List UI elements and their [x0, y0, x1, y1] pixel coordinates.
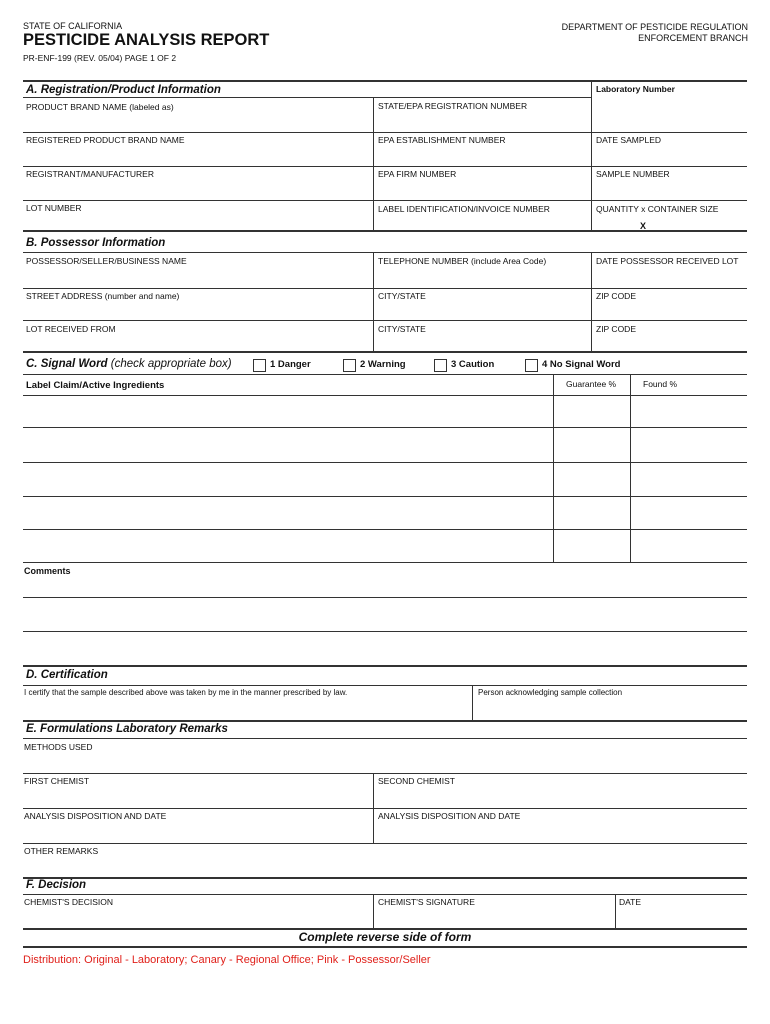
divider-lab-col	[591, 81, 592, 230]
analysis-disposition-label-2: ANALYSIS DISPOSITION AND DATE	[378, 811, 521, 821]
divider-c-bottom	[23, 665, 747, 667]
ingredient-line-6	[23, 562, 747, 563]
second-chemist-label: SECOND CHEMIST	[378, 776, 455, 786]
divider-e-top	[23, 738, 747, 739]
product-brand-name-field[interactable]	[26, 112, 370, 130]
analysis-disposition-field-2[interactable]	[378, 822, 746, 841]
lot-number-field[interactable]	[26, 214, 370, 230]
first-chemist-label: FIRST CHEMIST	[24, 776, 90, 786]
epa-establishment-label: EPA ESTABLISHMENT NUMBER	[378, 135, 506, 145]
methods-used-label: METHODS USED	[24, 742, 93, 752]
city-state-label-2: CITY/STATE	[378, 324, 426, 334]
divider-a-row3	[23, 200, 747, 201]
divider-b-bottom	[23, 351, 747, 353]
epa-firm-label: EPA FIRM NUMBER	[378, 169, 457, 179]
chemists-signature-label: CHEMIST'S SIGNATURE	[378, 897, 475, 907]
date-sampled-field[interactable]	[596, 146, 746, 164]
divider-d-top	[23, 685, 747, 686]
label-identification-field[interactable]	[378, 214, 588, 230]
divider-a-bottom	[23, 230, 747, 232]
methods-used-field[interactable]	[24, 753, 746, 772]
section-a-title: A. Registration/Product Information	[26, 84, 221, 96]
comments-line-1	[23, 597, 747, 598]
divider-f-top	[23, 894, 747, 895]
divider-b-mid	[373, 252, 374, 351]
signal-word-danger-label: 1 Danger	[270, 359, 311, 370]
quantity-x-mark: X	[640, 221, 647, 231]
registrant-label: REGISTRANT/MANUFACTURER	[26, 169, 154, 179]
quantity-container-label: QUANTITY x CONTAINER SIZE	[596, 204, 719, 214]
ingredient-line-3	[23, 462, 747, 463]
possessor-field[interactable]	[26, 267, 370, 286]
signal-word-caution-checkbox[interactable]	[434, 359, 447, 372]
ingredient-field[interactable]	[26, 499, 550, 527]
department-name: DEPARTMENT OF PESTICIDE REGULATION	[561, 22, 748, 32]
analysis-disposition-field-1[interactable]	[24, 822, 370, 841]
other-remarks-label: OTHER REMARKS	[24, 846, 99, 856]
zip-code-field-1[interactable]	[596, 302, 746, 318]
state-epa-registration-label: STATE/EPA REGISTRATION NUMBER	[378, 101, 528, 111]
chemists-signature-field[interactable]	[378, 908, 612, 926]
lot-received-from-label: LOT RECEIVED FROM	[26, 324, 116, 334]
registrant-field[interactable]	[26, 180, 370, 198]
decision-date-field[interactable]	[619, 908, 746, 926]
zip-code-label-2: ZIP CODE	[596, 324, 636, 334]
complete-reverse-notice: Complete reverse side of form	[298, 930, 472, 944]
ingredient-line-1	[23, 395, 747, 396]
chemists-decision-field[interactable]	[24, 908, 370, 926]
sample-number-label: SAMPLE NUMBER	[596, 169, 670, 179]
branch-name: ENFORCEMENT BRANCH	[638, 33, 748, 43]
divider-d-mid	[472, 685, 473, 720]
possessor-label: POSSESSOR/SELLER/BUSINESS NAME	[26, 256, 187, 266]
section-e-title: E. Formulations Laboratory Remarks	[26, 723, 228, 735]
guarantee-header: Guarantee %	[566, 379, 617, 389]
ingredient-line-4	[23, 496, 747, 497]
divider-a-row2	[23, 166, 747, 167]
street-address-label: STREET ADDRESS (number and name)	[26, 291, 180, 301]
comments-line-2	[23, 631, 747, 632]
ingredient-field[interactable]	[26, 532, 550, 560]
epa-firm-field[interactable]	[378, 180, 588, 198]
page-title: PESTICIDE ANALYSIS REPORT	[23, 31, 270, 49]
divider-a-mid	[373, 97, 374, 230]
first-chemist-field[interactable]	[24, 787, 370, 806]
other-remarks-field[interactable]	[24, 857, 746, 875]
ingredient-line-2	[23, 427, 747, 428]
certification-statement: I certify that the sample described above was taken by me in the manner prescribed by law.	[24, 688, 348, 697]
sample-number-field[interactable]	[596, 180, 746, 198]
acknowledging-person-label: Person acknowledging sample collection	[478, 688, 623, 697]
divider-f-right	[615, 894, 616, 928]
epa-establishment-field[interactable]	[378, 146, 588, 164]
divider-c-top	[23, 374, 747, 375]
date-sampled-label: DATE SAMPLED	[596, 135, 662, 145]
section-b-title: B. Possessor Information	[26, 237, 166, 249]
laboratory-number-label: Laboratory Number	[596, 84, 675, 94]
divider-e-row1	[23, 773, 747, 774]
collector-signature-field[interactable]	[24, 699, 469, 718]
divider-e-bottom	[23, 877, 747, 879]
divider-b-row2	[23, 320, 747, 321]
signal-word-warning-label: 2 Warning	[360, 359, 406, 370]
ingredient-line-5	[23, 529, 747, 530]
date-received-field[interactable]	[596, 267, 746, 286]
state-epa-registration-field[interactable]	[378, 112, 588, 130]
acknowledging-person-field[interactable]	[478, 699, 746, 718]
city-state-field-2[interactable]	[378, 335, 588, 350]
divider-f-mid	[373, 894, 374, 928]
street-address-field[interactable]	[26, 302, 370, 318]
section-d-title: D. Certification	[26, 669, 108, 681]
lot-received-from-field[interactable]	[26, 335, 370, 350]
chemists-decision-label: CHEMIST'S DECISION	[24, 897, 113, 907]
analysis-disposition-label-1: ANALYSIS DISPOSITION AND DATE	[24, 811, 167, 821]
telephone-label: TELEPHONE NUMBER (include Area Code)	[378, 256, 547, 266]
section-f-title: F. Decision	[26, 879, 87, 891]
signal-word-none-label: 4 No Signal Word	[542, 359, 621, 370]
comments-label: Comments	[24, 566, 71, 576]
comments-field[interactable]	[24, 578, 746, 663]
distribution-note: Distribution: Original - Laboratory; Canary - Regional Office; Pink - Possessor/Seller	[23, 954, 431, 966]
signal-word-danger-checkbox[interactable]	[253, 359, 266, 372]
label-identification-label: LABEL IDENTIFICATION/INVOICE NUMBER	[378, 204, 550, 214]
date-received-label: DATE POSSESSOR RECEIVED LOT	[596, 256, 739, 266]
registered-brand-field[interactable]	[26, 146, 370, 164]
divider-b-right	[591, 252, 592, 351]
ingredient-field[interactable]	[26, 465, 550, 494]
form-id: PR-ENF-199 (REV. 05/04) PAGE 1 OF 2	[23, 53, 177, 63]
divider-found-col	[630, 374, 631, 562]
state-name: STATE OF CALIFORNIA	[23, 21, 123, 31]
ingredient-field[interactable]	[26, 430, 550, 460]
header-divider	[23, 80, 747, 82]
zip-code-label-1: ZIP CODE	[596, 291, 636, 301]
second-chemist-field[interactable]	[378, 787, 746, 806]
divider-e-row3	[23, 843, 747, 844]
ingredient-field[interactable]	[26, 398, 550, 425]
laboratory-number-field[interactable]	[596, 96, 746, 132]
found-header: Found %	[643, 379, 678, 389]
divider-a-row1	[23, 132, 747, 133]
divider-e-row2	[23, 808, 747, 809]
container-size-field[interactable]	[652, 216, 746, 230]
product-brand-name-label: PRODUCT BRAND NAME (labeled as)	[26, 102, 174, 112]
city-state-field-1[interactable]	[378, 302, 588, 318]
divider-footer	[23, 946, 747, 948]
divider-b-top	[23, 252, 747, 253]
city-state-label-1: CITY/STATE	[378, 291, 426, 301]
divider-d-bottom	[23, 720, 747, 722]
zip-code-field-2[interactable]	[596, 335, 746, 350]
quantity-field[interactable]	[596, 216, 636, 230]
decision-date-label: DATE	[619, 897, 642, 907]
divider-a-top	[23, 97, 591, 98]
section-c-title-bold: C. Signal Word	[26, 358, 108, 370]
lot-number-label: LOT NUMBER	[26, 203, 82, 213]
divider-guarantee-col	[553, 374, 554, 562]
divider-b-row1	[23, 288, 747, 289]
registered-brand-label: REGISTERED PRODUCT BRAND NAME	[26, 135, 185, 145]
signal-word-none-checkbox[interactable]	[525, 359, 538, 372]
telephone-field[interactable]	[378, 267, 588, 286]
label-claim-header: Label Claim/Active Ingredients	[26, 380, 165, 391]
signal-word-warning-checkbox[interactable]	[343, 359, 356, 372]
section-c-title	[26, 358, 232, 370]
signal-word-caution-label: 3 Caution	[451, 359, 495, 370]
section-c-title-hint: (check appropriate box)	[107, 358, 232, 370]
